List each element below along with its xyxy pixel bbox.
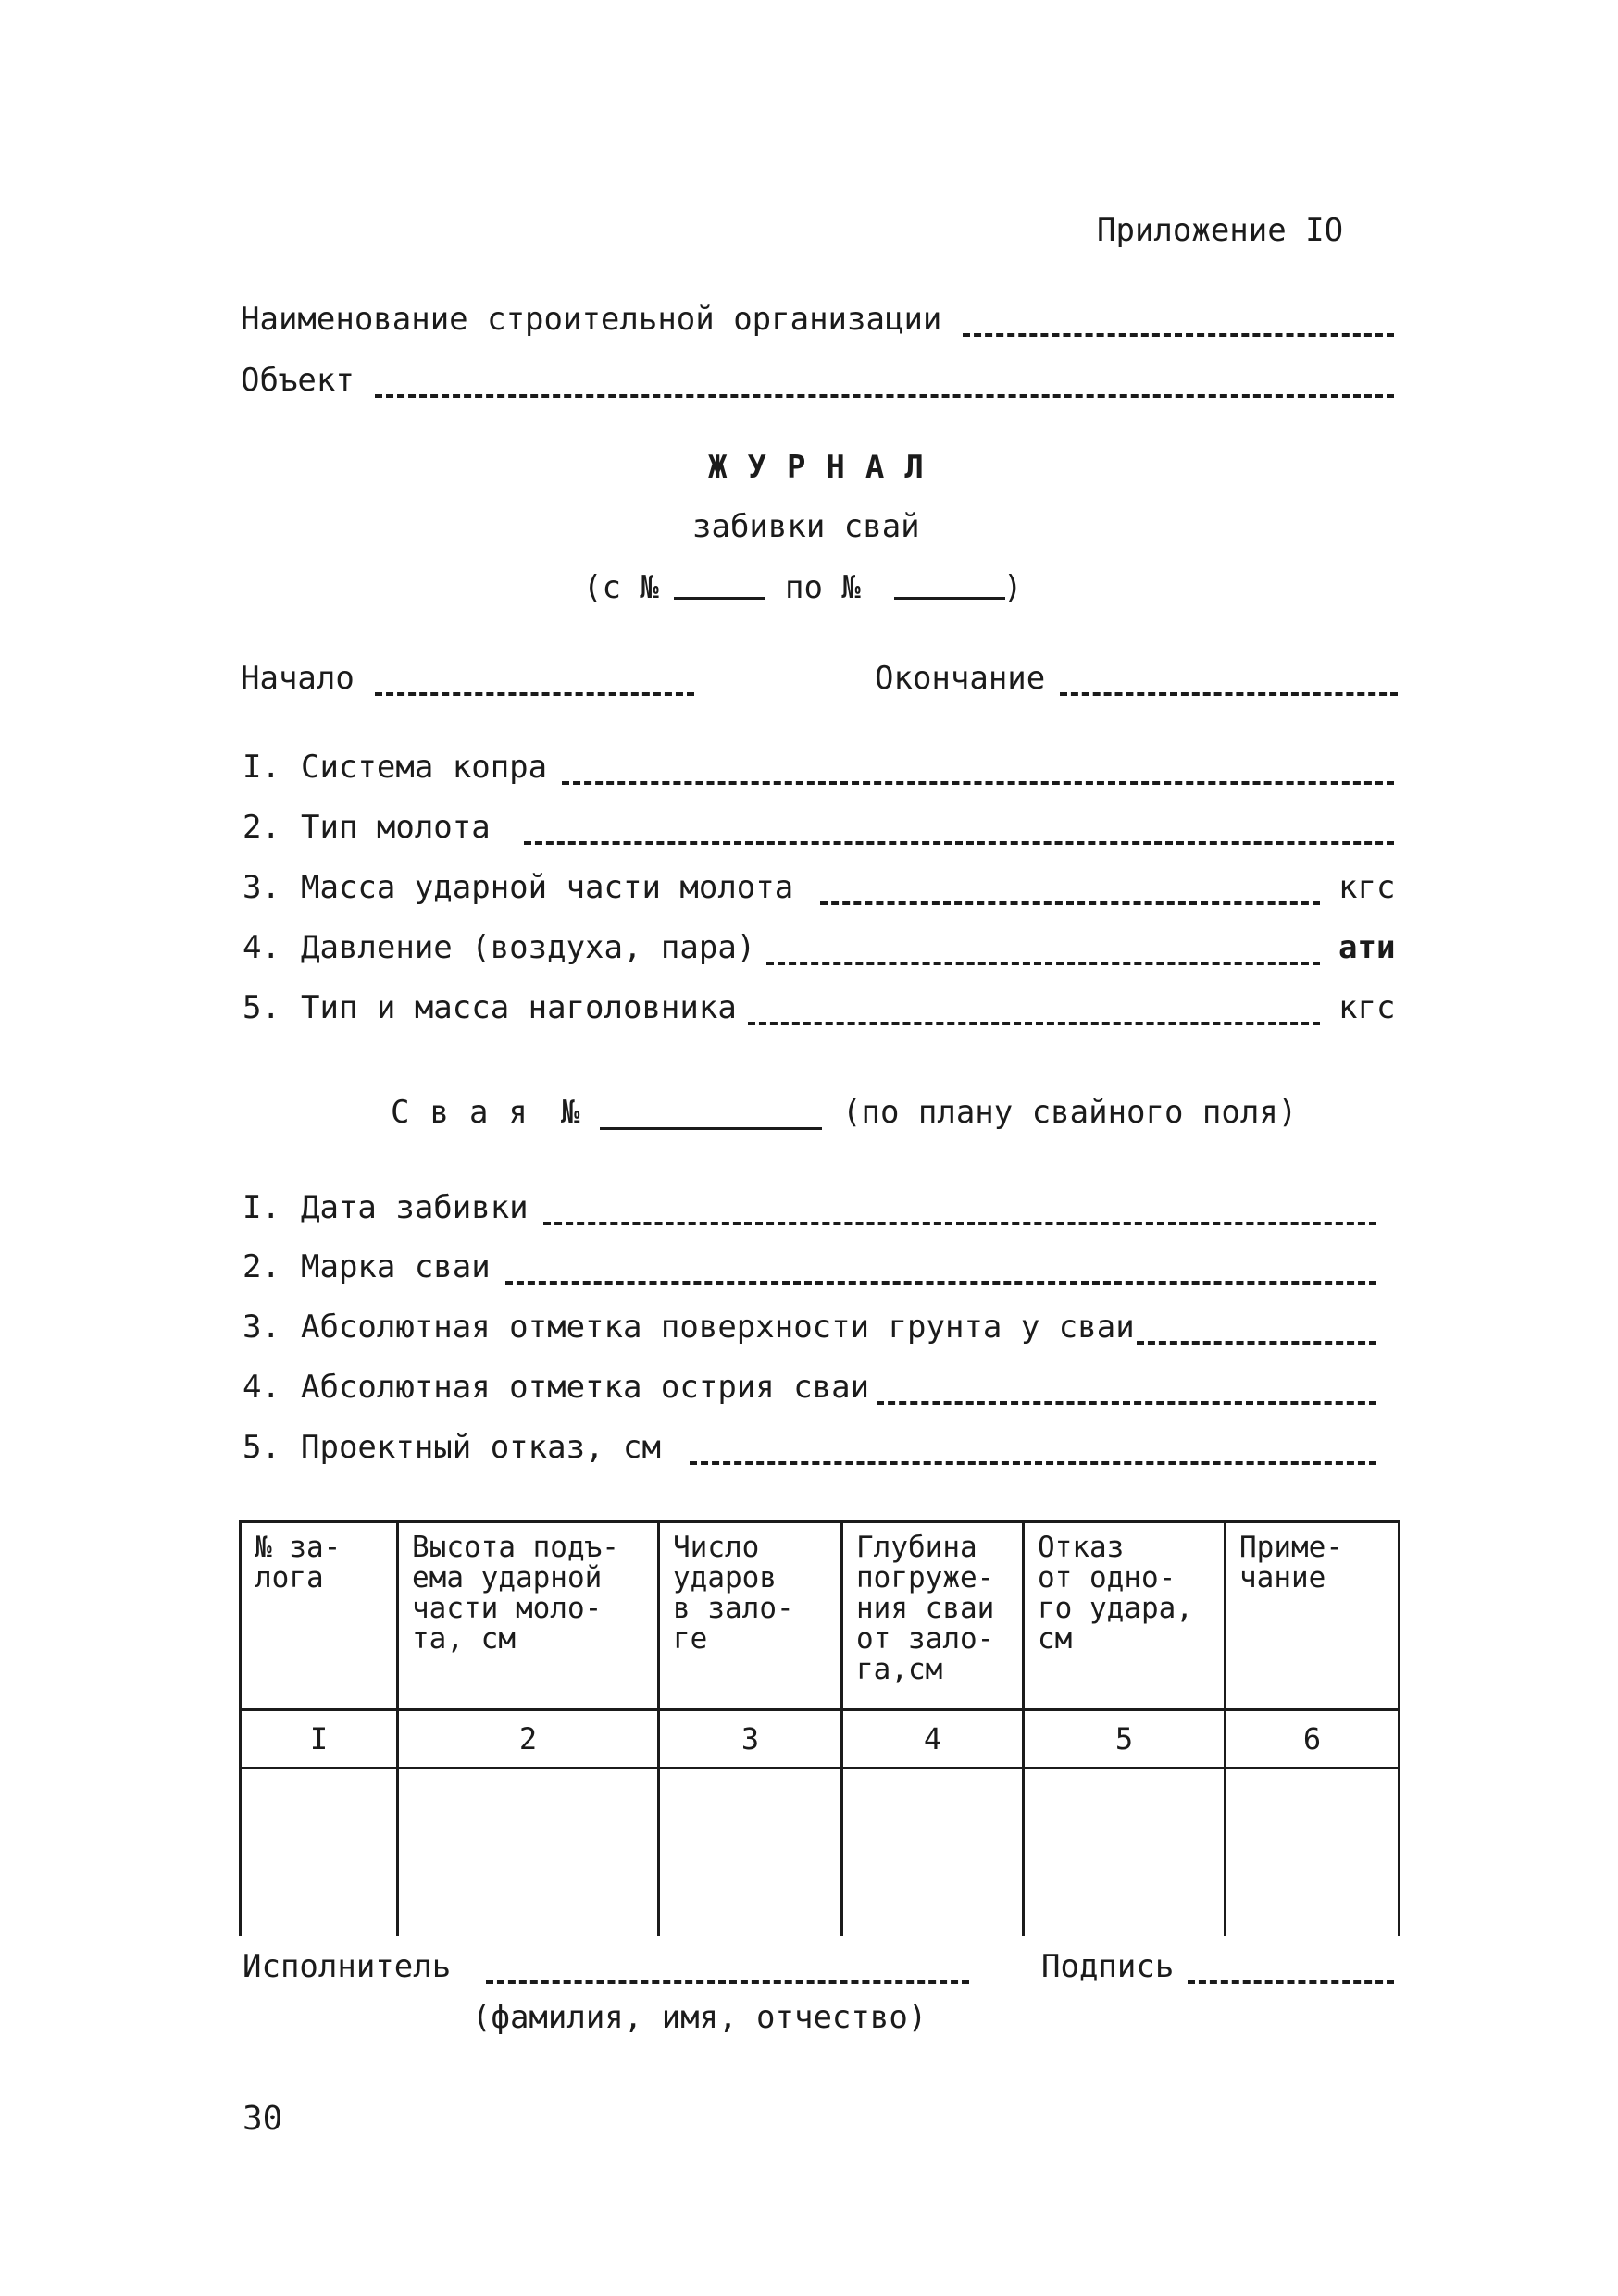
header-note: Приме- чание xyxy=(1239,1531,1343,1595)
table-header-cell xyxy=(1226,1522,1400,1710)
table-header-cell xyxy=(659,1522,842,1710)
range-close: ) xyxy=(1003,569,1023,606)
executor-hint: (фамилия, имя, отчество) xyxy=(472,1999,927,2036)
driving-table xyxy=(239,1520,1400,1936)
table-number-row xyxy=(241,1710,1400,1769)
table-row xyxy=(241,1769,1400,1937)
range-open: (с № xyxy=(583,569,659,606)
pile-note: (по плану свайного поля) xyxy=(842,1094,1298,1131)
header-blow-count: Число ударов в зало- ге xyxy=(673,1531,794,1656)
equipment-2-field[interactable] xyxy=(524,841,1394,845)
table-header-cell xyxy=(842,1522,1024,1710)
equipment-3-field[interactable] xyxy=(820,901,1320,905)
range-from-field[interactable] xyxy=(674,597,765,600)
table-cell[interactable] xyxy=(1024,1769,1226,1937)
equipment-2-number: 2. xyxy=(243,809,280,846)
column-number: 5 xyxy=(1024,1710,1226,1769)
pile-field-2-label: Марка сваи xyxy=(301,1248,491,1285)
table-cell[interactable] xyxy=(1226,1769,1400,1937)
equipment-5-field[interactable] xyxy=(748,1022,1320,1025)
table-cell[interactable] xyxy=(842,1769,1024,1937)
pile-field-3-label: Абсолютная отметка поверхности грунта у сваи xyxy=(301,1309,1135,1346)
equipment-3-number: 3. xyxy=(243,869,280,906)
equipment-5-label: Тип и масса наголовника xyxy=(301,989,737,1026)
equipment-5-number: 5. xyxy=(243,989,280,1026)
appendix-label: Приложение IO xyxy=(1097,212,1344,249)
equipment-4-number: 4. xyxy=(243,929,280,966)
pile-field-4-label: Абсолютная отметка острия сваи xyxy=(301,1369,870,1406)
signature-label: Подпись xyxy=(1041,1948,1175,1985)
equipment-5-unit: кгс xyxy=(1338,989,1396,1026)
page-number: 30 xyxy=(243,2100,283,2138)
table-cell[interactable] xyxy=(398,1769,659,1937)
org-field-line[interactable] xyxy=(963,333,1394,337)
table-header-cell xyxy=(241,1522,398,1710)
header-set-per-blow: Отказ от одно- го удара, см xyxy=(1038,1531,1193,1656)
equipment-4-label: Давление (воздуха, пара) xyxy=(301,929,756,966)
column-number: 4 xyxy=(842,1710,1024,1769)
column-number: 2 xyxy=(398,1710,659,1769)
equipment-1-field[interactable] xyxy=(562,781,1394,785)
table-header-cell xyxy=(1024,1522,1226,1710)
signature-field-line[interactable] xyxy=(1188,1980,1394,1984)
pile-field-5-number: 5. xyxy=(243,1429,280,1466)
org-label: Наименование строительной организации xyxy=(241,301,942,338)
header-penetration-depth: Глубина погруже- ния сваи от зало- га,см xyxy=(856,1531,995,1686)
equipment-4-field[interactable] xyxy=(766,962,1320,965)
journal-subtitle: забивки свай xyxy=(692,508,920,545)
equipment-3-unit: кгс xyxy=(1338,869,1396,906)
end-label: Окончание xyxy=(875,660,1046,697)
pile-field-4-line[interactable] xyxy=(877,1401,1376,1405)
header-lift-height: Высота подъ- ема ударной части моло- та, см xyxy=(412,1531,619,1656)
column-number: 3 xyxy=(659,1710,842,1769)
pile-label: Свая xyxy=(391,1094,548,1131)
pile-number-field[interactable] xyxy=(600,1127,822,1130)
journal-title: ЖУРНАЛ xyxy=(708,449,944,486)
object-label: Объект xyxy=(241,362,355,399)
executor-label: Исполнитель xyxy=(243,1948,452,1985)
pile-field-1-number: I. xyxy=(243,1189,280,1226)
equipment-3-label: Масса ударной части молота xyxy=(301,869,794,906)
pile-field-1-label: Дата забивки xyxy=(301,1189,529,1226)
column-number: I xyxy=(241,1710,398,1769)
pile-field-5-label: Проектный отказ, см xyxy=(301,1429,661,1466)
executor-field-line[interactable] xyxy=(486,1980,969,1984)
equipment-2-label: Тип молота xyxy=(301,809,491,846)
pile-field-5-line[interactable] xyxy=(690,1461,1376,1465)
pile-field-1-line[interactable] xyxy=(543,1222,1376,1225)
range-to-field[interactable] xyxy=(894,597,1005,600)
equipment-1-number: I. xyxy=(243,749,280,786)
pile-field-3-number: 3. xyxy=(243,1309,280,1346)
table-header-row xyxy=(241,1522,1400,1710)
column-number: 6 xyxy=(1226,1710,1400,1769)
pile-field-4-number: 4. xyxy=(243,1369,280,1406)
end-field-line[interactable] xyxy=(1060,692,1398,696)
range-mid: по № xyxy=(785,569,861,606)
equipment-1-label: Система копра xyxy=(301,749,548,786)
pile-field-2-number: 2. xyxy=(243,1248,280,1285)
start-field-line[interactable] xyxy=(375,692,694,696)
pile-number-sign: № xyxy=(561,1094,580,1131)
pile-field-3-line[interactable] xyxy=(1137,1341,1376,1345)
table-cell[interactable] xyxy=(241,1769,398,1937)
table-cell[interactable] xyxy=(659,1769,842,1937)
start-label: Начало xyxy=(241,660,355,697)
object-field-line[interactable] xyxy=(375,394,1394,398)
table-header-cell xyxy=(398,1522,659,1710)
equipment-4-unit: ати xyxy=(1338,929,1396,966)
header-batch-number: № за- лога xyxy=(255,1531,342,1595)
pile-field-2-line[interactable] xyxy=(505,1281,1376,1285)
